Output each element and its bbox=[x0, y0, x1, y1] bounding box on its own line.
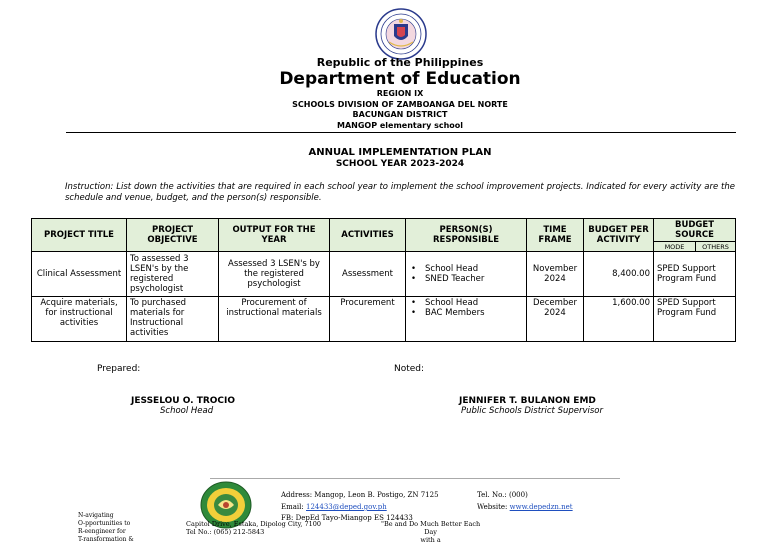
header-activities: ACTIVITIES bbox=[330, 219, 406, 252]
footer-website bbox=[477, 503, 573, 512]
header-budget-source: BUDGET SOURCE bbox=[654, 219, 736, 242]
noted-label: Noted: bbox=[394, 364, 425, 374]
division-address bbox=[186, 520, 321, 536]
capitol-address: Capitol Drive, Estaka, Dipolog City, 7100 bbox=[186, 520, 322, 528]
motto bbox=[381, 520, 480, 543]
table-row bbox=[32, 297, 736, 342]
website-label: Website: bbox=[477, 503, 508, 511]
division-heading: SCHOOLS DIVISION OF ZAMBOANGA DEL NORTE bbox=[292, 100, 508, 109]
person-item: • SNED Teacher bbox=[409, 274, 523, 284]
motto-line: Day bbox=[424, 528, 437, 536]
cell-output: Procurement of instructional materials bbox=[219, 297, 330, 342]
header-mode: MODE bbox=[654, 242, 696, 252]
header-persons: PERSON(S) RESPONSIBLE bbox=[406, 219, 527, 252]
person-item: • BAC Members bbox=[409, 308, 523, 318]
email-link[interactable]: 124433@deped.gov.ph bbox=[306, 503, 387, 511]
email-label: Email: bbox=[281, 503, 304, 511]
district-heading: BACUNGAN DISTRICT bbox=[352, 110, 448, 119]
cell-source: SPED Support Program Fund bbox=[654, 252, 736, 297]
capitol-telephone: Tel No.: (065) 212-5843 bbox=[186, 528, 265, 536]
cell-activity: Assessment bbox=[330, 252, 406, 297]
header-budget: BUDGET PER ACTIVITY bbox=[584, 219, 654, 252]
header-time-frame: TIME FRAME bbox=[527, 219, 584, 252]
noted-by-name: JENNIFER T. BULANON EMD bbox=[459, 396, 596, 406]
cell-time-frame: November 2024 bbox=[527, 252, 584, 297]
header-project-objective: PROJECT OBJECTIVE bbox=[127, 219, 219, 252]
cell-output: Assessed 3 LSEN's by the registered psychologist bbox=[219, 252, 330, 297]
table-row bbox=[32, 252, 736, 297]
noted-by-position: Public Schools District Supervisor bbox=[461, 406, 604, 416]
cell-time-frame: December 2024 bbox=[527, 297, 584, 342]
person-item: • School Head bbox=[409, 264, 523, 274]
cell-project-title: Clinical Assessment bbox=[32, 252, 127, 297]
footer-facebook: FB: DepEd Tayo-Miangop ES 124433 bbox=[281, 514, 413, 522]
cell-budget: 1,600.00 bbox=[584, 297, 654, 342]
motto-line: "Be and Do Much Better Each bbox=[381, 520, 481, 528]
person-item: • School Head bbox=[409, 298, 523, 308]
acronym-block bbox=[78, 512, 134, 543]
cell-objective: To assessed 3 LSEN's by the registered psychologist bbox=[127, 252, 219, 297]
footer-telephone: Tel. No.: (000) bbox=[477, 491, 528, 499]
region-heading: REGION IX bbox=[376, 89, 424, 98]
header-output: OUTPUT FOR THE YEAR bbox=[219, 219, 330, 252]
acronym-line: O-pportunities to bbox=[78, 520, 131, 527]
republic-heading: Republic of the Philippines bbox=[316, 56, 484, 69]
motto-line: with a bbox=[420, 536, 441, 543]
implementation-plan-table bbox=[31, 218, 736, 342]
footer-email bbox=[281, 503, 387, 512]
prepared-by-name: JESSELOU O. TROCIO bbox=[131, 396, 236, 406]
school-heading: MANGOP elementary school bbox=[336, 121, 463, 130]
cell-project-title: Acquire materials, for instructional activities bbox=[32, 297, 127, 342]
cell-persons bbox=[406, 297, 527, 342]
header-divider bbox=[66, 132, 736, 133]
footer-divider bbox=[210, 478, 620, 479]
cell-source: SPED Support Program Fund bbox=[654, 297, 736, 342]
school-year: SCHOOL YEAR 2023-2024 bbox=[335, 159, 465, 169]
instruction-text: Instruction: List down the activities that are required in each school year to implement the school improvement projects. Indicated for every activity are the schedule and venue, budget, and the person(s) responsible. bbox=[65, 182, 735, 203]
acronym-line: T-ransformation & bbox=[78, 536, 134, 543]
cell-objective: To purchased materials for Instructional activities bbox=[127, 297, 219, 342]
cell-budget: 8,400.00 bbox=[584, 252, 654, 297]
department-heading: Department of Education bbox=[279, 69, 521, 89]
prepared-by-position: School Head bbox=[160, 406, 214, 416]
website-link[interactable]: www.depedzn.net bbox=[509, 503, 573, 511]
plan-title: ANNUAL IMPLEMENTATION PLAN bbox=[308, 147, 492, 158]
cell-activity: Procurement bbox=[330, 297, 406, 342]
acronym-line: N-avigating bbox=[78, 512, 114, 519]
footer-address: Address: Mangop, Leon B. Postigo, ZN 7125 bbox=[281, 491, 439, 499]
deped-seal-logo bbox=[375, 8, 427, 60]
header-others: OTHERS bbox=[696, 242, 736, 252]
prepared-label: Prepared: bbox=[97, 364, 141, 374]
acronym-line: R-eengineer for bbox=[78, 528, 126, 535]
cell-persons bbox=[406, 252, 527, 297]
header-project-title: PROJECT TITLE bbox=[32, 219, 127, 252]
